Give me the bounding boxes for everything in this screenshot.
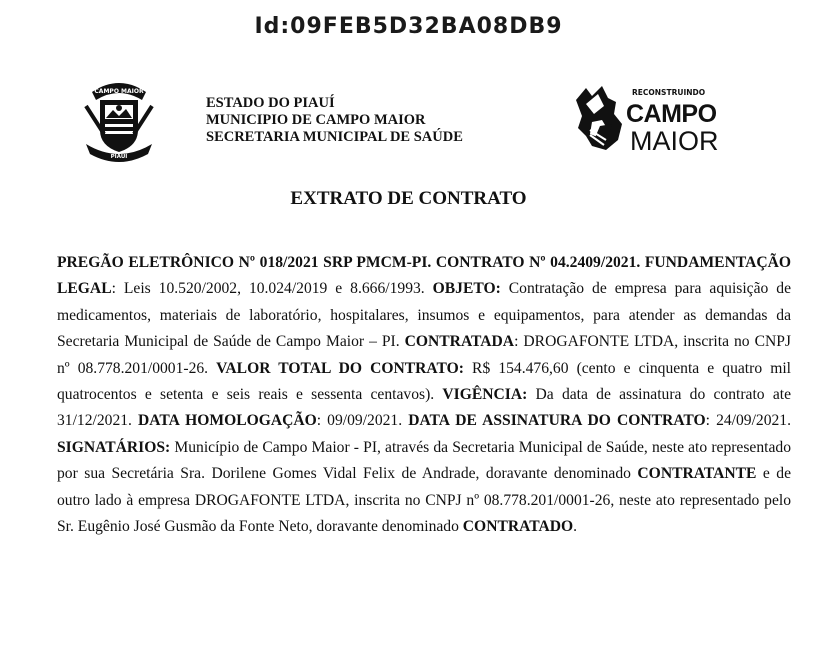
body-label-bold: CONTRATANTE bbox=[637, 465, 757, 483]
body-text-segment: Contratação de empresa para aquisição de medicamentos, materiais de laboratório, hospitalares, insumos e equipamentos, para atender as demandas da Secretaria Municipal de Saúde de Campo Maior – PI. bbox=[57, 280, 791, 351]
logo-word-maior: MAIOR bbox=[630, 126, 719, 156]
body-text-segment: : 09/09/2021. bbox=[316, 412, 409, 430]
body-text-segment: : 24/09/2021. bbox=[705, 412, 792, 430]
body-text-segment: Da data de assinatura do contrato ate 31/12/2021. bbox=[57, 386, 792, 430]
body-label-bold: SIGNATÁRIOS: bbox=[57, 438, 171, 456]
document-title: EXTRATO DE CONTRATO bbox=[290, 188, 527, 209]
municipal-coat-of-arms bbox=[78, 72, 160, 164]
body-label-bold: DATA DE ASSINATURA DO CONTRATO bbox=[408, 412, 706, 430]
logo-word-campo: CAMPO bbox=[626, 100, 717, 128]
body-text-segment: e de outro lado à empresa DROGAFONTE LTDA, inscrita no CNPJ nº 08.778.201/0001-26, neste ato representado pelo Sr. Eugênio José Gusmão da Fonte Neto, doravante denominado bbox=[57, 465, 791, 536]
seal-bottom-text: PIAUÍ bbox=[110, 154, 128, 160]
body-label-bold: CONTRATADA bbox=[404, 333, 515, 351]
body-label-bold: VALOR TOTAL DO CONTRATO: bbox=[216, 359, 464, 377]
body-text-segment: R$ 154.476,60 (cento e cinquenta e quatro mil quatrocentos e setenta e seis reais e sessenta centavos). bbox=[57, 359, 792, 404]
body-text-segment: . bbox=[573, 518, 578, 536]
secretariat-name: SECRETARIA MUNICIPAL DE SAÚDE bbox=[206, 129, 463, 145]
issuing-authority bbox=[206, 95, 463, 146]
logo-tagline: RECONSTRUINDO bbox=[632, 88, 706, 97]
contract-extract-body bbox=[57, 250, 791, 540]
body-text-segment: : DROGAFONTE LTDA, inscrita no CNPJ nº 08.778.201/0001-26. bbox=[57, 333, 791, 377]
body-text-segment: : Leis 10.520/2002, 10.024/2019 e 8.666/1993. bbox=[111, 280, 433, 298]
body-label-bold: PREGÃO ELETRÔNICO Nº 018/2021 SRP PMCM-PI. CONTRATO Nº 04.2409/2021. FUNDAMENTAÇÃO LEGAL bbox=[57, 254, 791, 298]
body-label-bold: DATA HOMOLOGAÇÃO bbox=[138, 412, 317, 430]
body-label-bold: CONTRATADO bbox=[462, 518, 574, 536]
state-name: ESTADO DO PIAUÍ bbox=[206, 95, 335, 111]
body-label-bold: OBJETO: bbox=[432, 280, 501, 298]
seal-top-text: CAMPO MAIOR bbox=[94, 88, 144, 95]
document-id: Id:09FEB5D32BA08DB9 bbox=[254, 14, 563, 39]
body-label-bold: VIGÊNCIA: bbox=[442, 386, 528, 404]
municipality-name: MUNICIPIO DE CAMPO MAIOR bbox=[206, 112, 426, 128]
body-text-segment: Município de Campo Maior - PI, através da Secretaria Municipal de Saúde, neste ato representado por sua Secretária Sra. Dorilene Gomes Vidal Felix de Andrade, doravante denominado bbox=[57, 438, 791, 483]
reconstruindo-campo-maior-logo bbox=[572, 80, 732, 158]
